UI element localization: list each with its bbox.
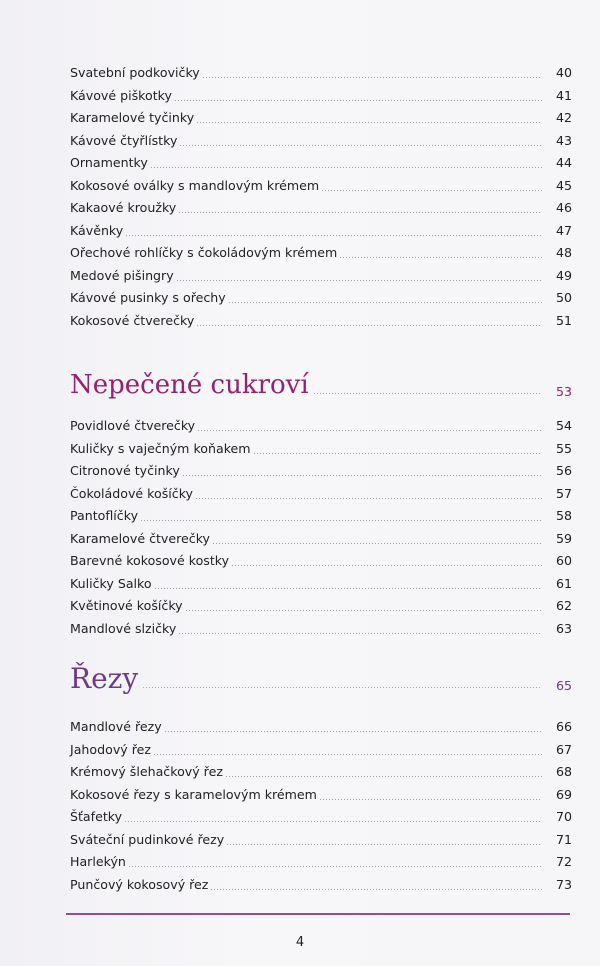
toc-entry-title: Kuličky Salko [70, 575, 152, 591]
dot-leader [182, 475, 542, 476]
dot-leader [185, 610, 542, 611]
dot-leader [140, 520, 542, 521]
dot-leader [339, 257, 542, 258]
toc-entry-page: 66 [555, 719, 572, 734]
section-heading [70, 656, 572, 696]
toc-entry-page: 73 [555, 876, 572, 892]
dot-leader [154, 588, 542, 589]
toc-entry-page: 51 [555, 312, 572, 328]
toc-entry-title: Kakaové kroužky [70, 200, 177, 215]
toc-entry-page: 47 [555, 222, 572, 238]
toc-entry-title: Citronové tyčinky [70, 463, 180, 478]
dot-leader [164, 731, 542, 732]
toc-entry-title: Kuličky s vaječným koňakem [70, 440, 251, 456]
toc-entry-page: 48 [555, 245, 572, 260]
toc-entry [70, 828, 572, 848]
toc-entry-page: 54 [555, 418, 572, 433]
section-dot-leader [313, 393, 542, 394]
toc-entry-title: Povidlové čtverečky [70, 418, 196, 433]
toc-entry [70, 873, 572, 893]
section-title: Nepečené cukroví [70, 370, 309, 400]
toc-entry-page: 40 [555, 65, 572, 80]
section-page: 65 [555, 678, 572, 693]
toc-entry-page: 50 [555, 290, 572, 305]
toc-entry-page: 59 [555, 530, 572, 546]
toc-entry-title: Kávové pusinky s ořechy [70, 290, 226, 305]
toc-entry-page: 55 [555, 440, 572, 456]
toc-entry-page: 44 [555, 155, 572, 170]
dot-leader [124, 821, 542, 822]
toc-entry [70, 196, 572, 216]
toc-entry-page: 71 [555, 831, 572, 847]
toc-entry-page: 56 [555, 463, 572, 478]
toc-entry [70, 482, 572, 502]
toc-entry-title: Čokoládové košíčky [70, 485, 193, 501]
dot-leader [197, 430, 542, 431]
dot-leader [228, 302, 542, 303]
toc-entry-page: 57 [555, 485, 572, 501]
toc-entry [70, 783, 572, 803]
toc-entry-title: Svatební podkovičky [70, 65, 200, 80]
toc-entry-title: Šťafetky [70, 809, 123, 824]
toc-entry-title: Kokosové řezy s karamelovým krémem [70, 786, 317, 802]
toc-entry-page: 58 [555, 508, 572, 523]
footer-rule [66, 913, 570, 915]
dot-leader [225, 776, 542, 777]
toc-entry [70, 459, 572, 479]
dot-leader [231, 565, 542, 566]
toc-entry-title: Barevné kokosové kostky [70, 553, 230, 568]
toc-entry [70, 174, 572, 194]
toc-entry-page: 45 [555, 177, 572, 193]
toc-entry-page: 72 [555, 854, 572, 869]
toc-entry-title: Pantoflíčky [70, 508, 139, 523]
toc-entry [70, 850, 572, 870]
toc-entry-title: Karamelové čtverečky [70, 530, 211, 546]
toc-entry-title: Mandlové řezy [70, 719, 162, 734]
dot-leader [212, 543, 542, 544]
toc-entry [70, 286, 572, 306]
toc-entry-title: Ořechové rohlíčky s čokoládovým krémem [70, 245, 338, 260]
toc-entry [70, 594, 572, 614]
toc-entry-title: Sváteční pudinkové řezy [70, 831, 225, 847]
dot-leader [174, 100, 542, 101]
toc-entry [70, 805, 572, 825]
dot-leader [125, 235, 542, 236]
toc-entry-page: 70 [555, 809, 572, 824]
section-heading [70, 362, 572, 402]
dot-leader [210, 889, 542, 890]
toc-entry [70, 504, 572, 524]
toc-entry-title: Mandlové slzičky [70, 620, 177, 636]
toc-entry-title: Kokosové oválky s mandlovým krémem [70, 177, 320, 193]
section-title: Řezy [70, 662, 139, 695]
toc-entry-page: 61 [555, 575, 572, 591]
toc-entry [70, 437, 572, 457]
toc-entry-title: Kávěnky [70, 222, 124, 238]
toc-entry-page: 60 [555, 553, 572, 568]
toc-entry [70, 617, 572, 637]
toc-entry-page: 68 [555, 764, 572, 779]
toc-entry-page: 41 [555, 87, 572, 103]
dot-leader [202, 77, 542, 78]
toc-entry-title: Kávové piškotky [70, 87, 172, 103]
toc-entry-title: Kokosové čtverečky [70, 312, 195, 328]
dot-leader [319, 799, 542, 800]
toc-entry-title: Ornamentky [70, 155, 148, 170]
section-dot-leader [142, 687, 542, 688]
toc-entry-title: Krémový šlehačkový řez [70, 764, 223, 779]
dot-leader [150, 167, 542, 168]
toc-entry [70, 84, 572, 104]
dot-leader [226, 844, 542, 845]
dot-leader [321, 190, 542, 191]
toc-entry [70, 219, 572, 239]
page-number: 4 [295, 935, 305, 950]
toc-entry-page: 43 [555, 132, 572, 148]
toc-entry [70, 715, 572, 735]
toc-entry [70, 264, 572, 284]
toc-entry-title: Punčový kokosový řez [70, 876, 209, 892]
toc-entry [70, 106, 572, 126]
toc-entry-title: Harlekýn [70, 854, 126, 869]
toc-entry-page: 67 [555, 741, 572, 757]
toc-entry [70, 241, 572, 261]
dot-leader [176, 280, 542, 281]
toc-entry [70, 129, 572, 149]
toc-entry-page: 42 [555, 110, 572, 125]
toc-entry [70, 414, 572, 434]
toc-entry [70, 572, 572, 592]
dot-leader [196, 325, 542, 326]
toc-entry-title: Medové pišingry [70, 267, 174, 283]
toc-entry-page: 46 [555, 200, 572, 215]
toc-entry-page: 63 [555, 620, 572, 636]
dot-leader [178, 212, 542, 213]
toc-entry [70, 760, 572, 780]
toc-entry-title: Květinové košíčky [70, 598, 183, 613]
toc-entry [70, 549, 572, 569]
toc-entry-title: Kávové čtyřlístky [70, 132, 178, 148]
toc-entry-page: 69 [555, 786, 572, 802]
toc-entry-title: Jahodový řez [70, 741, 151, 757]
dot-leader [178, 633, 542, 634]
toc-entry [70, 309, 572, 329]
toc-entry-page: 62 [555, 598, 572, 613]
dot-leader [195, 498, 542, 499]
toc-entry-page: 49 [555, 267, 572, 283]
toc-entry [70, 61, 572, 81]
dot-leader [128, 866, 542, 867]
toc-entry [70, 151, 572, 171]
dot-leader [153, 754, 542, 755]
dot-leader [253, 453, 542, 454]
toc-entry [70, 738, 572, 758]
toc-entry [70, 527, 572, 547]
section-page: 53 [555, 384, 572, 399]
dot-leader [179, 145, 542, 146]
toc-entry-title: Karamelové tyčinky [70, 110, 195, 125]
dot-leader [196, 122, 542, 123]
